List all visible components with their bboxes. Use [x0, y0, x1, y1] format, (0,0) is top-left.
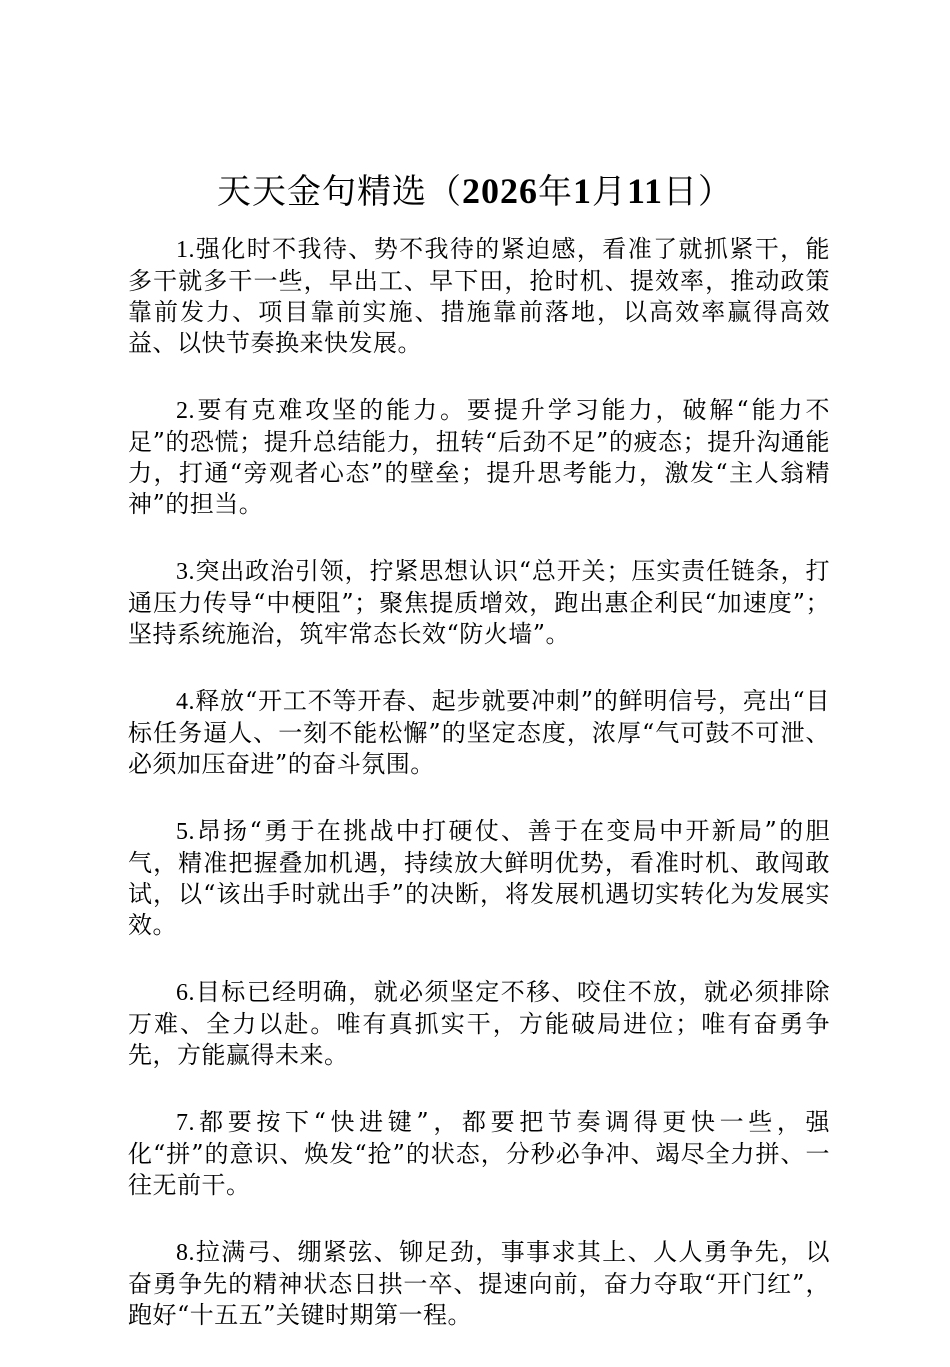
- title-prefix: 天天金句精选（: [216, 172, 462, 212]
- paragraph-index: 2.: [176, 398, 195, 424]
- paragraph-text: 强化时不我待、势不我待的紧迫感，看准了就抓紧干，能多干就多干一些，早出工、早下田，抢时机、提效率，推动政策靠前发力、项目靠前实施、措施靠前落地，以高效率赢得高效益、以快节奏换来快发展。: [128, 235, 830, 357]
- paragraph-index: 8.: [176, 1240, 195, 1266]
- paragraph-text: 都要按下“快进键”，都要把节奏调得更快一些，强化“拼”的意识、焕发“抢”的状态，分秒必争冲、竭尽全力拼、一往无前干。: [128, 1108, 830, 1199]
- paragraph-text: 释放“开工不等开春、起步就要冲刺”的鲜明信号，亮出“目标任务逼人、一刻不能松懈”的坚定态度，浓厚“气可鼓不可泄、必须加压奋进”的奋斗氛围。: [128, 687, 830, 778]
- paragraph-4: [128, 686, 830, 780]
- paragraph-text: 要有克难攻坚的能力。要提升学习能力，破解“能力不足”的恐慌；提升总结能力，扭转“后劲不足”的疲态；提升沟通能力，打通“旁观者心态”的壁垒；提升思考能力，激发“主人翁精神”的担当。: [128, 396, 830, 518]
- title-year: 2026: [461, 171, 538, 211]
- paragraph-text: 目标已经明确，就必须坚定不移、咬住不放，就必须排除万难、全力以赴。唯有真抓实干，方能破局进位；唯有奋勇争先，方能赢得未来。: [128, 978, 830, 1069]
- title-day-unit: 日）: [663, 172, 733, 212]
- paragraph-index: 3.: [176, 559, 195, 585]
- paragraph-1: [128, 234, 830, 359]
- paragraph-3: [128, 556, 830, 650]
- document-title: [0, 168, 950, 215]
- paragraph-2: [128, 395, 830, 520]
- paragraph-index: 1.: [176, 237, 195, 263]
- paragraph-text: 突出政治引领，拧紧思想认识“总开关；压实责任链条，打通压力传导“中梗阻”；聚焦提质增效，跑出惠企利民“加速度”；坚持系统施治，筑牢常态长效“防火墙”。: [128, 557, 830, 648]
- paragraph-index: 4.: [176, 689, 195, 715]
- title-year-unit: 年: [537, 172, 573, 212]
- paragraph-text: 拉满弓、绷紧弦、铆足劲，事事求其上、人人勇争先，以奋勇争先的精神状态日拱一卒、提速向前，奋力夺取“开门红”，跑好“十五五”关键时期第一程。: [128, 1238, 830, 1329]
- paragraph-text: 昂扬“勇于在挑战中打硬仗、善于在变局中开新局”的胆气，精准把握叠加机遇，持续放大鲜明优势，看准时机、敢闯敢试，以“该出手时就出手”的决断，将发展机遇切实转化为发展实效。: [128, 817, 830, 939]
- paragraph-index: 7.: [176, 1110, 195, 1136]
- title-month-unit: 月: [591, 172, 627, 212]
- paragraph-index: 6.: [176, 980, 195, 1006]
- title-month: 1: [572, 171, 592, 211]
- paragraph-7: [128, 1107, 830, 1201]
- document-body: [128, 234, 830, 1367]
- paragraph-8: [128, 1237, 830, 1331]
- paragraph-5: [128, 816, 830, 941]
- paragraph-6: [128, 977, 830, 1071]
- paragraph-index: 5.: [176, 819, 195, 845]
- title-day: 11: [626, 171, 663, 211]
